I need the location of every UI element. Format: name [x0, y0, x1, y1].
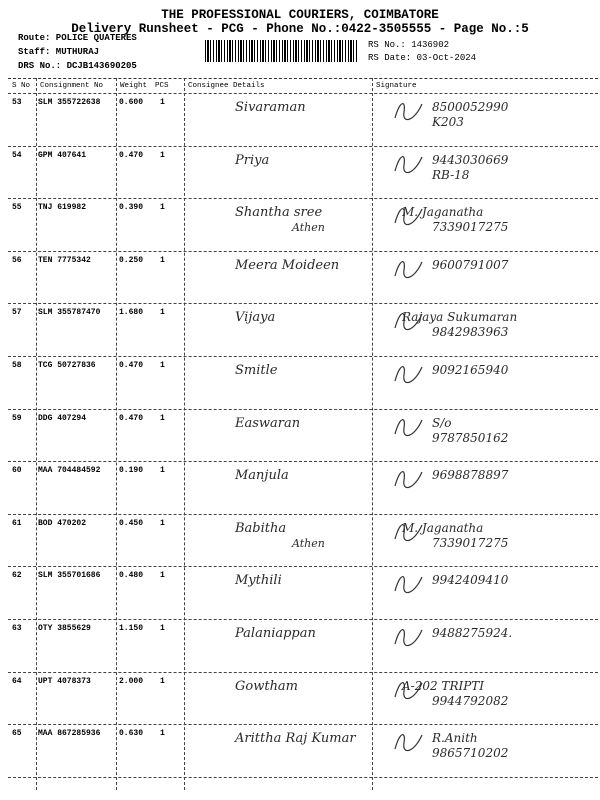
- row-signature-text: 9443030669: [432, 152, 509, 167]
- col-header-sno: S No: [12, 82, 31, 90]
- company-title: THE PROFESSIONAL COURIERS, COIMBATORE: [161, 8, 439, 22]
- row-weight: 1.680: [119, 308, 144, 318]
- row-separator: [8, 724, 598, 725]
- row-separator: [8, 251, 598, 252]
- row-weight: 0.250: [119, 255, 144, 265]
- row-sno: 64: [12, 676, 22, 686]
- signature-scribble: [392, 361, 426, 387]
- row-signature-text: S/o: [432, 415, 452, 430]
- row-consignment-no: UPT 4078373: [38, 676, 91, 686]
- row-sno: 57: [12, 308, 22, 318]
- col-header-weight: Weight: [120, 82, 148, 90]
- row-consignee-name: Mythili: [235, 573, 282, 589]
- row-signature-text: K203: [432, 115, 464, 129]
- row-pcs: 1: [160, 98, 165, 107]
- row-consignee-name: Gowtham: [235, 678, 299, 694]
- row-separator: [8, 303, 598, 304]
- row-weight: 0.450: [119, 518, 144, 528]
- row-consignee-name: Shantha sree: [235, 205, 323, 221]
- signature-scribble: [392, 624, 426, 650]
- row-consignee-name: Smitle: [235, 363, 278, 378]
- row-sno: 59: [12, 413, 22, 423]
- signature-scribble: [392, 151, 426, 177]
- row-consignee-name: Sivaraman: [235, 100, 306, 115]
- row-separator: [8, 619, 598, 620]
- row-signature-text: M. Jaganatha: [402, 520, 484, 535]
- runsheet-table: [8, 78, 598, 791]
- drs-number: DRS No.: DCJB143690205: [18, 61, 137, 71]
- row-pcs: 1: [160, 150, 165, 160]
- row-sno: 62: [12, 571, 22, 581]
- row-signature-text: 8500052990: [432, 100, 509, 114]
- row-signature-text: Rajaya Sukumaran: [402, 310, 518, 325]
- row-consignee-name: Priya: [235, 152, 270, 168]
- staff-label: Staff: MUTHURAJ: [18, 47, 100, 57]
- row-separator: [8, 409, 598, 410]
- row-sno: 53: [12, 98, 22, 107]
- row-consignment-no: TCG 50727836: [38, 361, 96, 370]
- row-consignment-no: TNJ 619982: [38, 203, 87, 213]
- row-consignee-name: Meera Moideen: [235, 257, 340, 273]
- row-consignment-no: OTY 3855629: [38, 624, 91, 633]
- column-divider: [116, 78, 117, 790]
- col-header-consignment: Consignment No: [40, 82, 104, 90]
- row-signature-text: A-202 TRIPTI: [402, 678, 485, 693]
- column-divider: [36, 78, 37, 790]
- row-weight: 0.470: [119, 413, 144, 423]
- row-sno: 65: [12, 729, 22, 739]
- row-pcs: 1: [160, 676, 165, 686]
- row-consignee-name: Arittha Raj Kumar: [235, 731, 356, 747]
- row-separator: [8, 514, 598, 515]
- row-weight: 0.470: [119, 150, 144, 160]
- row-signature-text: RB-18: [432, 167, 470, 182]
- signature-scribble: [392, 571, 426, 597]
- row-consignee-name: Easwaran: [235, 415, 301, 431]
- row-signature-text: 9942409410: [432, 573, 509, 588]
- row-consignee-name: Palaniappan: [235, 626, 316, 641]
- row-separator: [8, 672, 598, 673]
- row-sno: 56: [12, 255, 22, 265]
- row-sno: 55: [12, 203, 22, 213]
- row-pcs: 1: [160, 624, 165, 633]
- row-consignment-no: SLM 355722638: [38, 98, 101, 107]
- row-signature-text: 9092165940: [432, 363, 509, 377]
- row-signature-text: R.Anith: [432, 731, 478, 746]
- row-pcs: 1: [160, 203, 165, 213]
- row-signature-text: 9698878897: [432, 468, 509, 483]
- row-consignee-name: Babitha: [235, 520, 287, 536]
- signature-scribble: [392, 466, 426, 492]
- row-weight: 0.390: [119, 203, 144, 213]
- signature-scribble: [392, 256, 426, 282]
- row-pcs: 1: [160, 466, 165, 476]
- row-consignment-no: MAA 704484592: [38, 466, 101, 476]
- row-consignment-no: SLM 355787470: [38, 308, 101, 318]
- row-signature-text: 7339017275: [432, 535, 509, 550]
- column-divider: [184, 78, 185, 790]
- row-weight: 0.190: [119, 466, 144, 476]
- row-signature-text: 9600791007: [432, 257, 509, 272]
- row-consignee-note: Athen: [292, 221, 325, 235]
- row-consignee-name: Vijaya: [235, 310, 276, 326]
- row-pcs: 1: [160, 361, 165, 370]
- row-sno: 60: [12, 466, 22, 476]
- row-pcs: 1: [160, 571, 165, 581]
- col-header-pcs: PCS: [155, 82, 169, 90]
- row-consignment-no: BOD 470202: [38, 518, 87, 528]
- row-separator: [8, 146, 598, 147]
- row-weight: 1.150: [119, 624, 144, 633]
- row-separator: [8, 777, 598, 778]
- row-signature-text: 9865710202: [432, 746, 509, 761]
- row-consignment-no: MAA 867285936: [38, 729, 101, 739]
- row-sno: 58: [12, 361, 22, 370]
- signature-scribble: [392, 729, 426, 755]
- row-separator: [8, 461, 598, 462]
- row-pcs: 1: [160, 518, 165, 528]
- row-sno: 61: [12, 518, 22, 528]
- row-consignment-no: DDG 407294: [38, 413, 87, 423]
- column-divider: [372, 78, 373, 790]
- row-consignee-note: Athen: [292, 536, 325, 550]
- row-consignment-no: TEN 7775342: [38, 255, 91, 265]
- row-separator: [8, 566, 598, 567]
- row-consignment-no: GPM 407641: [38, 150, 87, 160]
- row-signature-text: 7339017275: [432, 220, 509, 235]
- signature-scribble: [392, 98, 426, 124]
- row-sno: 63: [12, 624, 22, 633]
- row-signature-text: 9488275924.: [432, 626, 513, 640]
- row-separator: [8, 198, 598, 199]
- signature-scribble: [392, 414, 426, 440]
- row-weight: 0.600: [119, 98, 144, 107]
- row-signature-text: 9842983963: [432, 325, 509, 340]
- row-weight: 2.000: [119, 676, 144, 686]
- row-weight: 0.630: [119, 729, 144, 739]
- row-consignee-name: Manjula: [235, 468, 289, 484]
- row-pcs: 1: [160, 729, 165, 739]
- row-pcs: 1: [160, 255, 165, 265]
- barcode-image: [205, 40, 357, 62]
- row-sno: 54: [12, 150, 22, 160]
- header-separator: [8, 93, 598, 94]
- row-consignment-no: SLM 355701686: [38, 571, 101, 581]
- row-signature-text: M. Jaganatha: [402, 205, 484, 220]
- row-weight: 0.470: [119, 361, 144, 370]
- rs-number: RS No.: 1436902: [368, 40, 450, 50]
- row-weight: 0.480: [119, 571, 144, 581]
- row-pcs: 1: [160, 413, 165, 423]
- row-separator: [8, 356, 598, 357]
- runsheet-subtitle: Delivery Runsheet - PCG - Phone No.:0422-3505555 - Page No.:5: [71, 22, 529, 36]
- row-signature-text: 9787850162: [432, 430, 509, 445]
- row-signature-text: 9944792082: [432, 693, 509, 708]
- col-header-signature: Signature: [376, 82, 417, 90]
- col-header-consignee: Consignee Details: [188, 82, 265, 90]
- row-pcs: 1: [160, 308, 165, 318]
- rs-date: RS Date: 03-Oct-2024: [368, 53, 477, 63]
- route-label: Route: POLICE QUATERES: [18, 33, 137, 43]
